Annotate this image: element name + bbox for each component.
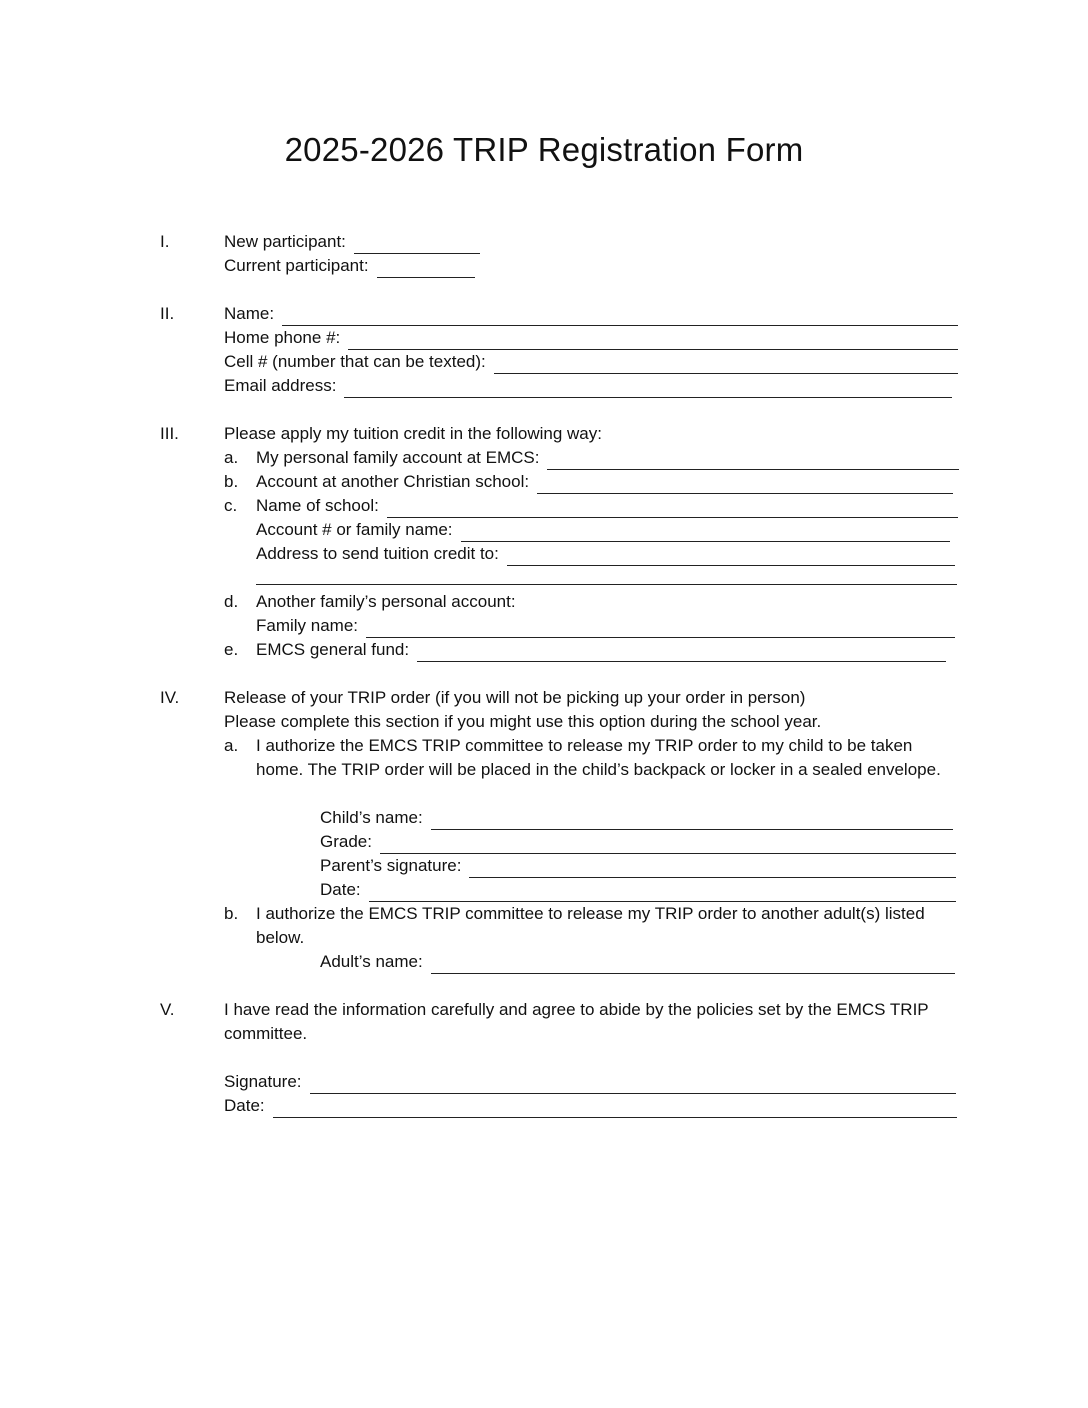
option-a-row <box>256 446 959 470</box>
option-c-letter: c. <box>224 496 238 515</box>
home-phone-row <box>224 326 958 350</box>
section-5-number: V. <box>160 1000 175 1019</box>
release-b-letter: b. <box>224 904 239 923</box>
page-title: 2025-2026 TRIP Registration Form <box>284 131 804 168</box>
child-name-row <box>320 806 953 830</box>
option-a-field[interactable] <box>547 451 959 470</box>
account-number-label: Account # or family name: <box>256 520 453 539</box>
name-field[interactable] <box>282 307 958 326</box>
family-name-field[interactable] <box>366 619 955 638</box>
current-participant-label: Current participant: <box>224 256 369 275</box>
parent-signature-field[interactable] <box>469 859 956 878</box>
option-d-label: Another family’s personal account: <box>256 592 516 611</box>
family-name-label: Family name: <box>256 616 359 635</box>
name-label: Name: <box>224 304 275 323</box>
child-name-label: Child’s name: <box>320 808 423 827</box>
tuition-credit-intro: Please apply my tuition credit in the following way: <box>224 424 602 443</box>
child-name-field[interactable] <box>431 811 953 830</box>
address-field[interactable] <box>507 547 955 566</box>
grade-field[interactable] <box>380 835 956 854</box>
section-2-number: II. <box>160 304 175 323</box>
release-date-row <box>320 878 956 902</box>
option-e-row <box>256 638 946 662</box>
address-row <box>256 542 955 566</box>
general-fund-label: EMCS general fund: <box>256 640 410 659</box>
general-fund-field[interactable] <box>417 643 946 662</box>
signature-field[interactable] <box>310 1075 957 1094</box>
release-b-text: I authorize the EMCS TRIP committee to release my TRIP order to another adult(s) listed below. <box>256 904 925 947</box>
current-participant-field[interactable] <box>377 259 475 278</box>
school-name-label: Name of school: <box>256 496 379 515</box>
current-participant-row <box>224 254 475 278</box>
cell-row <box>224 350 958 374</box>
home-phone-field[interactable] <box>348 331 958 350</box>
option-b-label: Account at another Christian school: <box>256 472 530 491</box>
account-number-field[interactable] <box>461 523 950 542</box>
agreement-text: I have read the information carefully and agree to abide by the policies set by the EMCS TRIP committee. <box>224 1000 929 1043</box>
release-a-text: I authorize the EMCS TRIP committee to release my TRIP order to my child to be taken home. The TRIP order will be placed in the child’s backpack or locker in a sealed envelope. <box>256 736 941 779</box>
new-participant-label: New participant: <box>224 232 346 251</box>
option-a-letter: a. <box>224 448 239 467</box>
email-field[interactable] <box>344 379 952 398</box>
release-heading: Release of your TRIP order (if you will not be picking up your order in person) <box>224 688 806 707</box>
release-date-label: Date: <box>320 880 361 899</box>
address-label: Address to send tuition credit to: <box>256 544 499 563</box>
adult-name-field[interactable] <box>431 955 955 974</box>
cell-field[interactable] <box>494 355 958 374</box>
name-row <box>224 302 958 326</box>
agreement-date-field[interactable] <box>273 1099 957 1118</box>
grade-row <box>320 830 956 854</box>
adult-name-row <box>320 950 955 974</box>
email-row <box>224 374 952 398</box>
option-b-field[interactable] <box>537 475 953 494</box>
option-c-row <box>256 494 958 518</box>
signature-label: Signature: <box>224 1072 302 1091</box>
family-name-row <box>256 614 955 638</box>
agreement-date-row <box>224 1094 957 1118</box>
address-field-line-2[interactable] <box>256 566 957 585</box>
home-phone-label: Home phone #: <box>224 328 341 347</box>
agreement-date-label: Date: <box>224 1096 265 1115</box>
option-b-letter: b. <box>224 472 239 491</box>
account-number-row <box>256 518 950 542</box>
new-participant-row <box>224 230 480 254</box>
parent-signature-row <box>320 854 956 878</box>
option-b-row <box>256 470 953 494</box>
parent-signature-label: Parent’s signature: <box>320 856 462 875</box>
section-3-number: III. <box>160 424 179 443</box>
release-date-field[interactable] <box>369 883 956 902</box>
option-e-letter: e. <box>224 640 239 659</box>
signature-row <box>224 1070 956 1094</box>
release-a-letter: a. <box>224 736 239 755</box>
section-4-number: IV. <box>160 688 180 707</box>
school-name-field[interactable] <box>387 499 958 518</box>
grade-label: Grade: <box>320 832 372 851</box>
release-instructions: Please complete this section if you might use this option during the school year. <box>224 712 822 731</box>
adult-name-label: Adult’s name: <box>320 952 423 971</box>
cell-label: Cell # (number that can be texted): <box>224 352 486 371</box>
email-label: Email address: <box>224 376 337 395</box>
section-1-number: I. <box>160 232 170 251</box>
new-participant-field[interactable] <box>354 235 480 254</box>
option-d-letter: d. <box>224 592 239 611</box>
option-a-label: My personal family account at EMCS: <box>256 448 540 467</box>
